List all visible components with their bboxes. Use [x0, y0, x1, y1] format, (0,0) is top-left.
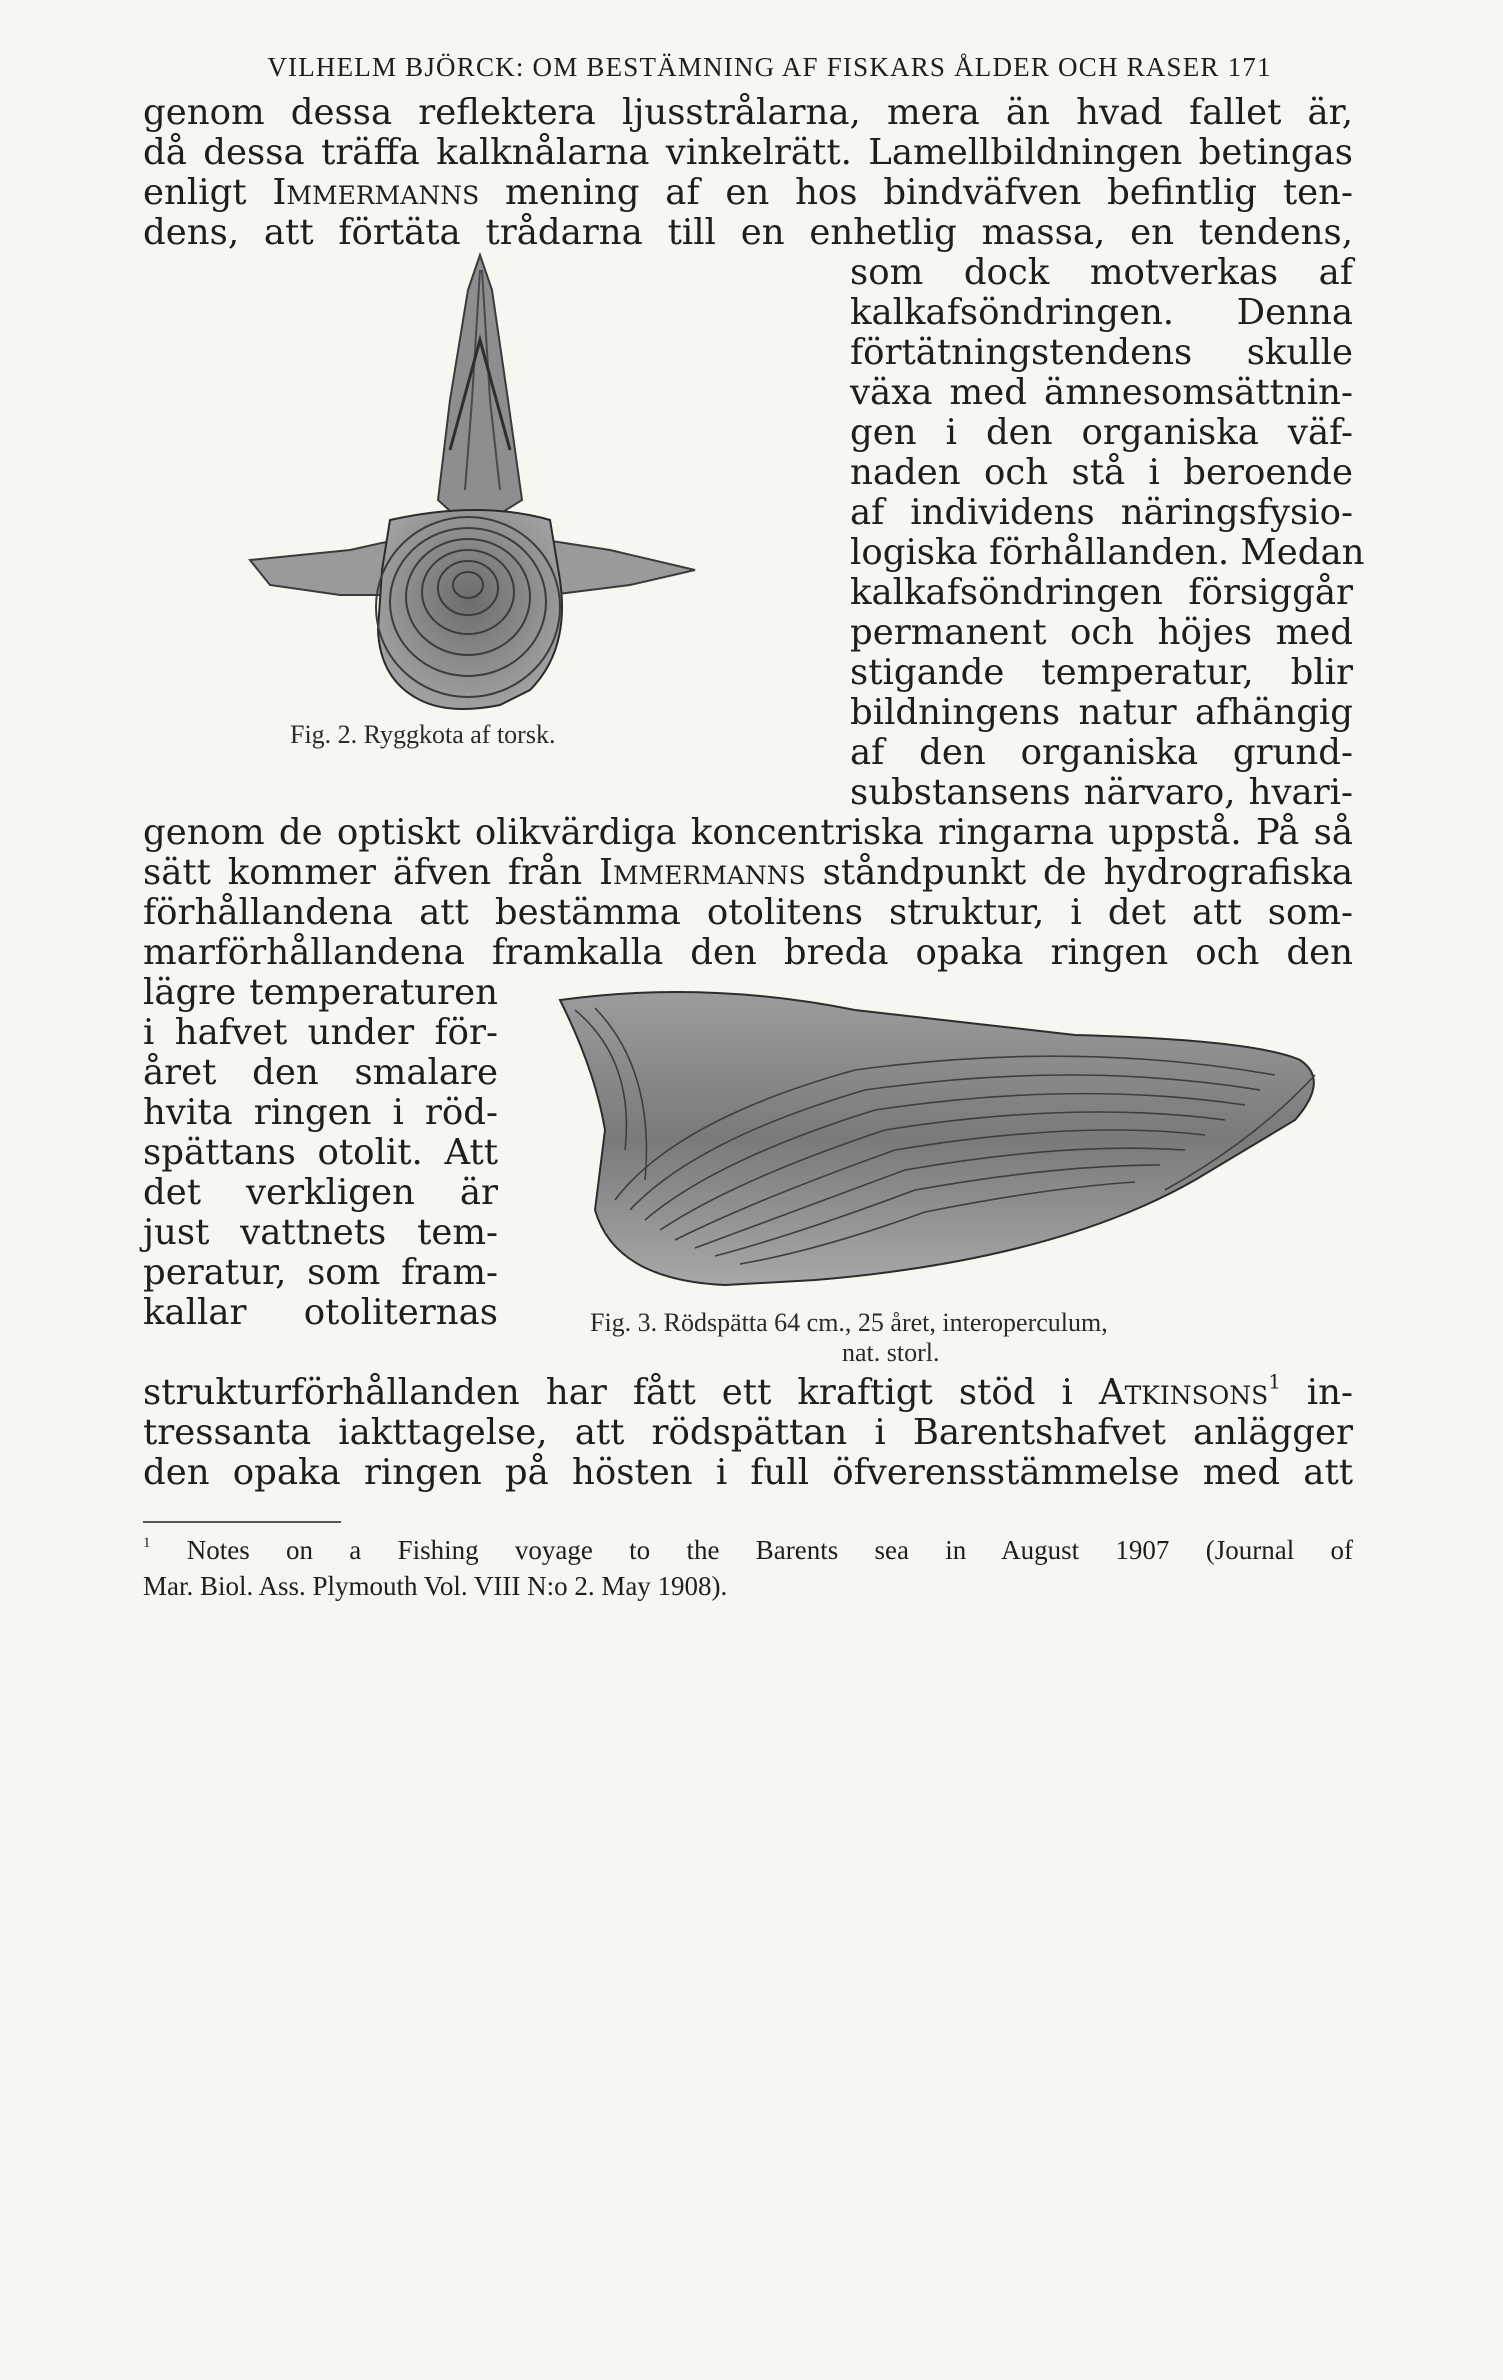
text-line: enligt Immermanns mening af en hos bindväfven befintlig ten-: [143, 172, 1353, 213]
footnote-rule: [143, 1521, 341, 1523]
text-line: då dessa träffa kalknålarna vinkelrätt. Lamellbildningen betingas: [143, 132, 1353, 173]
text-line: kallar otoliternas: [143, 1292, 498, 1333]
author-name: Immermanns: [272, 172, 480, 213]
text-line: förhållandena att bestämma otolitens struktur, i det att som-: [143, 892, 1353, 933]
text-line: spättans otolit. Att: [143, 1132, 498, 1173]
footnote-marker: 1: [143, 1535, 151, 1552]
text-line: sätt kommer äfven från Immermanns ståndpunkt de hydrografiska: [143, 852, 1353, 893]
footnote-line: Mar. Biol. Ass. Plymouth Vol. VIII N:o 2. May 1908).: [143, 1571, 728, 1601]
text-line: substansens närvaro, hvari-: [850, 772, 1353, 813]
text-line: naden och stå i beroende: [850, 452, 1353, 493]
text-line: som dock motverkas af: [850, 252, 1353, 293]
text-line: af individens näringsfysio-: [850, 492, 1353, 533]
author-name: Atkinsons: [1098, 1372, 1269, 1413]
text-line: logiska förhållanden. Medan: [850, 532, 1365, 573]
text-line: strukturförhållanden har fått ett kraftigt stöd i Atkinsons$^1$ in-: [143, 1370, 1354, 1413]
text-line: peratur, som fram-: [143, 1252, 498, 1293]
text-line: tressanta iakttagelse, att rödspättan i Barentshafvet anlägger: [143, 1412, 1353, 1453]
text-line: af den organiska grund-: [850, 732, 1353, 773]
text-line: bildningens natur afhängig: [850, 692, 1353, 733]
text-line: växa med ämnesomsättnin-: [850, 372, 1353, 413]
vertebra-figure: [150, 250, 830, 720]
text-line: permanent och höjes med: [850, 612, 1353, 653]
running-header: VILHELM BJÖRCK: OM BESTÄMNING AF FISKARS ÅLDER OCH RASER 171: [267, 52, 1272, 82]
text-line: gen i den organiska väf-: [850, 412, 1353, 453]
text-line: i hafvet under för-: [143, 1012, 498, 1053]
fig3-caption-line2: nat. storl.: [842, 1338, 940, 1367]
text-line: kalkafsöndringen. Denna: [850, 292, 1353, 333]
text-line: just vattnets tem-: [143, 1212, 498, 1253]
text-line: den opaka ringen på hösten i full öfverensstämmelse med att: [143, 1452, 1353, 1493]
fig2-caption: Fig. 2. Ryggkota af torsk.: [290, 720, 556, 749]
text-line: hvita ringen i röd-: [143, 1092, 498, 1133]
text-line: förtätningstendens skulle: [850, 332, 1353, 373]
footnote-ref: 1: [1268, 1370, 1281, 1394]
text-line: det verkligen är: [143, 1172, 498, 1213]
text-line: lägre temperaturen: [143, 972, 498, 1013]
fig3-caption-line1: Fig. 3. Rödspätta 64 cm., 25 året, interoperculum,: [590, 1308, 1108, 1337]
text-line: genom dessa reflektera ljusstrålarna, mera än hvad fallet är,: [143, 92, 1353, 133]
text-line: kalkafsöndringen försiggår: [850, 572, 1353, 613]
text-line: marförhållandena framkalla den breda opaka ringen och den: [143, 932, 1353, 973]
interoperculum-figure: [555, 980, 1345, 1310]
author-name: Immermanns: [598, 852, 806, 893]
text-line: stigande temperatur, blir: [850, 652, 1353, 693]
footnote-line: $^1$ Notes on a Fishing voyage to the Barents sea in August 1907 (Journal of: [143, 1535, 1353, 1565]
text-line: dens, att förtäta trådarna till en enhetlig massa, en tendens,: [143, 212, 1353, 253]
text-line: genom de optiskt olikvärdiga koncentriska ringarna uppstå. På så: [143, 812, 1353, 853]
text-line: året den smalare: [143, 1052, 498, 1093]
